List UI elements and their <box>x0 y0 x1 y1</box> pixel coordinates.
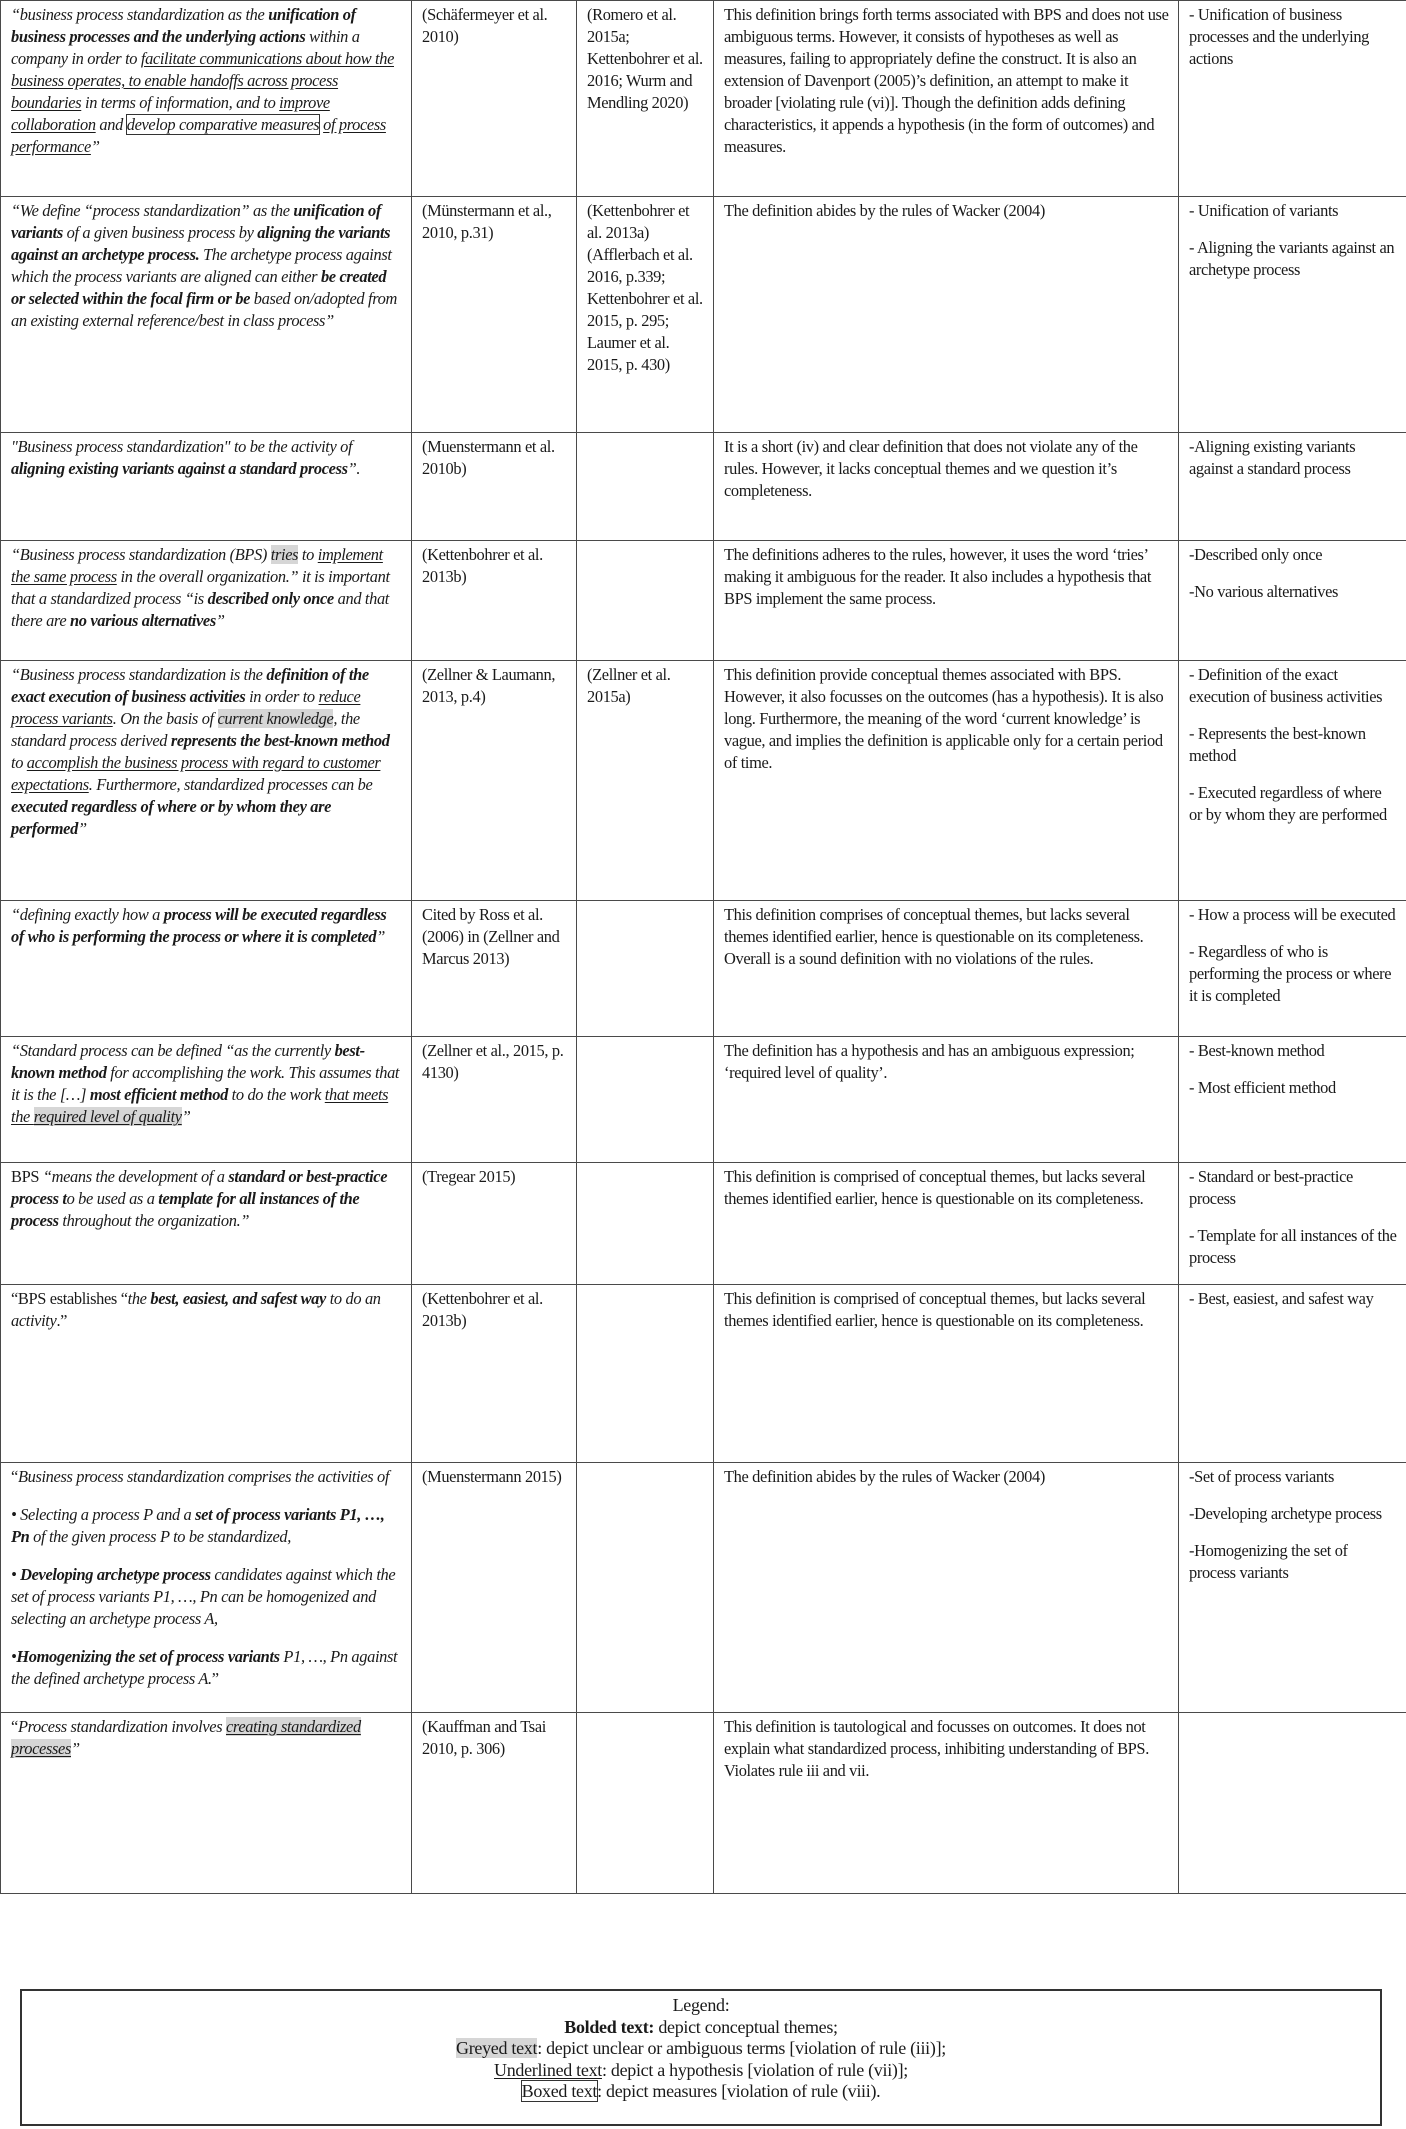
source-cell: (Kettenbohrer et al. 2013b) <box>412 541 577 661</box>
theme-item: - Regardless of who is performing the process or where it is completed <box>1189 942 1392 1005</box>
table-row <box>1 661 1406 901</box>
definition-paragraph <box>11 1466 402 1488</box>
definition-text: ” <box>181 1107 191 1126</box>
definition-cell <box>1 1 412 197</box>
cited-in-cell: (Zellner et al. 2015a) <box>577 661 714 901</box>
definition-text: P1, …, Pn against the defined archetype process A. <box>11 1647 398 1688</box>
definition-cell <box>1 1037 412 1163</box>
conceptual-theme-text: aligning the variants against an archetype process. <box>11 223 391 264</box>
conceptual-theme-text: most efficient method <box>89 1085 228 1104</box>
themes-cell <box>1179 1037 1406 1163</box>
table-row <box>1 1 1406 197</box>
definition-paragraph <box>11 1716 402 1760</box>
plain-text: ” <box>211 1669 219 1688</box>
conceptual-theme-text: process will be executed regardless of who is performing the process or where it is completed <box>11 905 387 946</box>
source-cell: (Zellner et al., 2015, p. 4130) <box>412 1037 577 1163</box>
theme-item: -Developing archetype process <box>1189 1504 1382 1523</box>
theme-item: -Described only once <box>1189 545 1323 564</box>
ambiguous-hypothesis-text: creating standardized processes <box>11 1717 361 1758</box>
source-cell: (Muenstermann et al. 2010b) <box>412 433 577 541</box>
evaluation-cell: The definitions adheres to the rules, however, it uses the word ‘tries’ making it ambiguous for the reader. It also includes a hypothesis that BPS implement the same process. <box>714 541 1179 661</box>
conceptual-theme-text: Developing archetype process <box>20 1565 211 1584</box>
theme-item: - How a process will be executed <box>1189 905 1396 924</box>
theme-item: - Best-known method <box>1189 1041 1325 1060</box>
source-cell: (Zellner & Laumann, 2013, p.4) <box>412 661 577 901</box>
definition-text: and <box>95 115 127 134</box>
legend-grey-desc: : depict unclear or ambiguous terms [violation of rule (iii)]; <box>537 2038 946 2058</box>
definition-text: ” <box>77 819 87 838</box>
definition-text: "Business process standardization" to be the activity of <box>11 437 353 456</box>
source-cell: (Kauffman and Tsai 2010, p. 306) <box>412 1713 577 1894</box>
definition-text: ”. <box>347 459 361 478</box>
definition-cell <box>1 1713 412 1894</box>
definition-text: to <box>298 545 318 564</box>
source-cell: (Muenstermann 2015) <box>412 1463 577 1713</box>
theme-item: - Unification of variants <box>1189 201 1339 220</box>
definition-text: “Business process standardization (BPS) <box>11 545 271 564</box>
conceptual-theme-text: unification of variants <box>11 201 381 242</box>
table-row <box>1 1037 1406 1163</box>
legend-box-label: Boxed text <box>521 2081 598 2101</box>
themes-cell <box>1179 197 1406 433</box>
evaluation-cell: The definition abides by the rules of Wacker (2004) <box>714 197 1179 433</box>
themes-cell <box>1179 901 1406 1037</box>
themes-cell <box>1179 661 1406 901</box>
definition-text: for accomplishing the work. This assumes that it is the […] <box>11 1063 400 1104</box>
source-cell: (Tregear 2015) <box>412 1163 577 1285</box>
conceptual-theme-text: be created or selected within the focal firm or be <box>11 267 387 308</box>
definition-text: to do the work <box>227 1085 325 1104</box>
hypothesis-text: facilitate communications about how the business operates, to enable handoffs across process boundaries <box>11 49 394 112</box>
plain-text: “BPS establishes “ <box>11 1289 128 1308</box>
definition-text: candidates against which the set of process variants P1, …, Pn can be homogenized and selecting an archetype process A, <box>11 1565 396 1628</box>
legend-box-desc: : depict measures [violation of rule (viii). <box>597 2081 881 2101</box>
definition-text: “means the development of a <box>42 1167 229 1186</box>
cited-in-cell <box>577 1163 714 1285</box>
theme-item: - Executed regardless of where or by whom they are performed <box>1189 783 1387 824</box>
conceptual-theme-text: Homogenizing the set of process variants <box>16 1647 280 1666</box>
cited-in-cell <box>577 1713 714 1894</box>
definition-text: “Standard process can be defined “as the currently <box>11 1041 335 1060</box>
legend-box <box>20 1989 1382 2126</box>
cited-in-cell <box>577 541 714 661</box>
theme-item: - Best, easiest, and safest way <box>1189 1289 1374 1308</box>
table-row <box>1 1163 1406 1285</box>
definition-text: in order to <box>245 687 319 706</box>
legend-title: Legend: <box>672 1995 730 2015</box>
definition-text: based on/adopted from an existing external reference/best in class process” <box>11 289 397 330</box>
plain-text: “ <box>11 1717 18 1736</box>
hypothesis-text: of process performance <box>11 115 386 156</box>
conceptual-theme-text: aligning existing variants against a standard process <box>11 459 348 478</box>
legend-underline-line <box>22 2060 1380 2082</box>
definitions-table-body <box>1 1 1406 1894</box>
definition-text: in the overall organization.” it is important that a standardized process “is <box>11 567 390 608</box>
definition-paragraph <box>11 200 402 332</box>
themes-cell <box>1179 1285 1406 1463</box>
legend-underline-desc: : depict a hypothesis [violation of rule (vii)]; <box>601 2059 908 2080</box>
conceptual-theme-text: no various alternatives <box>70 611 216 630</box>
evaluation-cell: The definition abides by the rules of Wacker (2004) <box>714 1463 1179 1713</box>
definition-text: ” <box>215 611 225 630</box>
evaluation-cell: This definition provide conceptual themes associated with BPS. However, it also focusses on the outcomes (has a hypothesis). It is also long. Furthermore, the meaning of the word ‘current knowledge’ is vague, and implies the definition is applicable only for a certain period of time. <box>714 661 1179 901</box>
cited-in-cell <box>577 901 714 1037</box>
theme-item: -No various alternatives <box>1189 582 1339 601</box>
definition-text: to <box>11 753 27 772</box>
conceptual-theme-text: represents the best-known method <box>170 731 390 750</box>
plain-text: “ <box>11 1467 18 1486</box>
definition-paragraph <box>11 1564 402 1630</box>
evaluation-cell: This definition is comprised of conceptual themes, but lacks several themes identified earlier, hence is questionable on its completeness. <box>714 1163 1179 1285</box>
definition-text: “Business process standardization is the <box>11 665 267 684</box>
hypothesis-text: accomplish the business process with regard to customer expectations <box>11 753 381 794</box>
definition-text: of the given process P to be standardized, <box>29 1527 292 1546</box>
evaluation-cell: It is a short (iv) and clear definition that does not violate any of the rules. However, it lacks conceptual themes and we question it’s completeness. <box>714 433 1179 541</box>
definition-paragraph <box>11 436 402 480</box>
measure-text: develop comparative measures <box>126 115 320 134</box>
theme-item: - Represents the best-known method <box>1189 724 1366 765</box>
table-row <box>1 901 1406 1037</box>
legend-underline-label: Underlined text <box>494 2059 602 2080</box>
table-row <box>1 433 1406 541</box>
theme-item: - Definition of the exact execution of business activities <box>1189 665 1383 706</box>
themes-cell <box>1179 541 1406 661</box>
hypothesis-text: improve collaboration <box>11 93 330 134</box>
definition-cell <box>1 433 412 541</box>
definition-cell <box>1 197 412 433</box>
legend-box-line <box>22 2081 1380 2103</box>
theme-item: - Aligning the variants against an archetype process <box>1189 238 1395 279</box>
themes-cell <box>1179 1713 1406 1894</box>
definition-text: “business process standardization as the <box>11 5 269 24</box>
cited-in-cell <box>577 1037 714 1163</box>
themes-cell <box>1179 1 1406 197</box>
evaluation-cell: This definition is comprised of conceptual themes, but lacks several themes identified earlier, hence is questionable on its completeness. <box>714 1285 1179 1463</box>
definition-text: • <box>11 1647 17 1666</box>
source-cell: (Kettenbohrer et al. 2013b) <box>412 1285 577 1463</box>
ambiguous-term-text: current knowledge <box>217 709 334 728</box>
definition-text: ” <box>90 137 100 156</box>
theme-item: - Standard or best-practice process <box>1189 1167 1353 1208</box>
themes-cell <box>1179 433 1406 541</box>
evaluation-cell: This definition comprises of conceptual themes, but lacks several themes identified earlier, hence is questionable on its completeness. Overall is a sound definition with no violations of the rules. <box>714 901 1179 1037</box>
definition-text: . On the basis of <box>112 709 218 728</box>
ambiguous-hypothesis-text: required level of quality <box>33 1107 182 1126</box>
definition-paragraph <box>11 4 402 158</box>
definition-text: and that there are <box>11 589 390 630</box>
definition-text: the <box>127 1289 151 1308</box>
plain-text: BPS <box>11 1167 43 1186</box>
definition-paragraph <box>11 664 402 840</box>
theme-item: - Unification of business processes and the underlying actions <box>1189 5 1370 68</box>
theme-item: - Template for all instances of the process <box>1189 1226 1397 1267</box>
legend-bold-desc: depict conceptual themes; <box>654 2016 838 2037</box>
definition-text: , the standard process derived <box>11 709 360 750</box>
definition-text: Process standardization involves <box>17 1717 226 1736</box>
source-cell: (Schäfermeyer et al. 2010) <box>412 1 577 197</box>
conceptual-theme-text: definition of the exact execution of business activities <box>11 665 369 706</box>
themes-cell <box>1179 1463 1406 1713</box>
definition-text: The archetype process against which the process variants are aligned can either <box>11 245 392 286</box>
definition-text: ” <box>70 1739 80 1758</box>
definition-text: “defining exactly how a <box>11 905 164 924</box>
cited-in-cell <box>577 1285 714 1463</box>
conceptual-theme-text: template for all instances of the process <box>11 1189 360 1230</box>
source-cell: Cited by Ross et al. (2006) in (Zellner and Marcus 2013) <box>412 901 577 1037</box>
evaluation-cell: This definition brings forth terms associated with BPS and does not use ambiguous terms. However, it consists of hypotheses as well as measures, failing to appropriately define the construct. It is also an extension of Davenport (2005)’s definition, an attempt to make it broader [violating rule (vi)]. Though the definition adds defining characteristics, it appends a hypothesis (in the form of outcomes) and measures. <box>714 1 1179 197</box>
theme-item: -Homogenizing the set of process variants <box>1189 1541 1348 1582</box>
cited-in-cell: (Kettenbohrer et al. 2013a) (Afflerbach et al. 2016, p.339; Kettenbohrer et al. 2015, p. 295; Laumer et al. 2015, p. 430) <box>577 197 714 433</box>
definition-text: ” <box>376 927 386 946</box>
definition-text: o be used as a <box>66 1189 159 1208</box>
definition-paragraph <box>11 544 402 632</box>
theme-item: -Set of process variants <box>1189 1467 1334 1486</box>
conceptual-theme-text: described only once <box>207 589 334 608</box>
definition-cell <box>1 661 412 901</box>
definition-text: to do an activity <box>11 1289 381 1330</box>
legend-bold-label: Bolded text: <box>564 2016 655 2037</box>
conceptual-theme-text: set of process variants P1, …, Pn <box>11 1505 385 1546</box>
definition-paragraph <box>11 904 402 948</box>
source-cell: (Münstermann et al., 2010, p.31) <box>412 197 577 433</box>
table-row <box>1 1463 1406 1713</box>
definition-text: • <box>11 1565 21 1584</box>
definition-text: within a company in order to <box>11 27 360 68</box>
cited-in-cell <box>577 1463 714 1713</box>
definition-paragraph <box>11 1040 402 1128</box>
definition-paragraph <box>11 1646 402 1690</box>
evaluation-cell: The definition has a hypothesis and has an ambiguous expression; ‘required level of quality’. <box>714 1037 1179 1163</box>
definition-text: • Selecting a process P and a <box>11 1505 196 1524</box>
definition-paragraph <box>11 1288 402 1332</box>
definition-paragraph <box>11 1166 402 1232</box>
definition-text: Business process standardization comprises the activities of <box>17 1467 390 1486</box>
hypothesis-text: implement the same process <box>11 545 383 586</box>
conceptual-theme-text: unification of business processes and the underlying actions <box>11 5 356 46</box>
definition-cell <box>1 901 412 1037</box>
conceptual-theme-text: standard or best-practice process t <box>11 1167 388 1208</box>
definition-text: of a given business process by <box>62 223 258 242</box>
definition-cell <box>1 541 412 661</box>
definition-cell <box>1 1163 412 1285</box>
definition-cell <box>1 1463 412 1713</box>
definition-text: “We define “process standardization” as the <box>11 201 294 220</box>
ambiguous-term-text: tries <box>270 545 299 564</box>
definition-cell <box>1 1285 412 1463</box>
evaluation-cell: This definition is tautological and focusses on outcomes. It does not explain what standardized process, inhibiting understanding of BPS. Violates rule iii and vii. <box>714 1713 1179 1894</box>
conceptual-theme-text: executed regardless of where or by whom they are performed <box>11 797 332 838</box>
cited-in-cell <box>577 433 714 541</box>
plain-text: .” <box>56 1311 68 1330</box>
table-row <box>1 197 1406 433</box>
table-row <box>1 1713 1406 1894</box>
hypothesis-text: reduce process variants <box>11 687 361 728</box>
theme-item: -Aligning existing variants against a standard process <box>1189 437 1356 478</box>
definition-paragraph <box>11 1504 402 1548</box>
conceptual-theme-text: best-known method <box>11 1041 365 1082</box>
definition-text: . Furthermore, standardized processes can be <box>88 775 373 794</box>
table-row <box>1 541 1406 661</box>
conceptual-theme-text: best, easiest, and safest way <box>150 1289 326 1308</box>
definition-text: in terms of information, and to <box>81 93 280 112</box>
cited-in-cell: (Romero et al. 2015a; Kettenbohrer et al. 2016; Wurm and Mendling 2020) <box>577 1 714 197</box>
theme-item: - Most efficient method <box>1189 1078 1336 1097</box>
definition-text: throughout the organization.” <box>58 1211 250 1230</box>
legend-bold-line <box>22 2017 1380 2039</box>
legend-grey-line <box>22 2038 1380 2060</box>
themes-cell <box>1179 1163 1406 1285</box>
hypothesis-text: that meets the <box>11 1085 389 1126</box>
legend-grey-label: Greyed text <box>456 2038 538 2058</box>
table-row <box>1 1285 1406 1463</box>
